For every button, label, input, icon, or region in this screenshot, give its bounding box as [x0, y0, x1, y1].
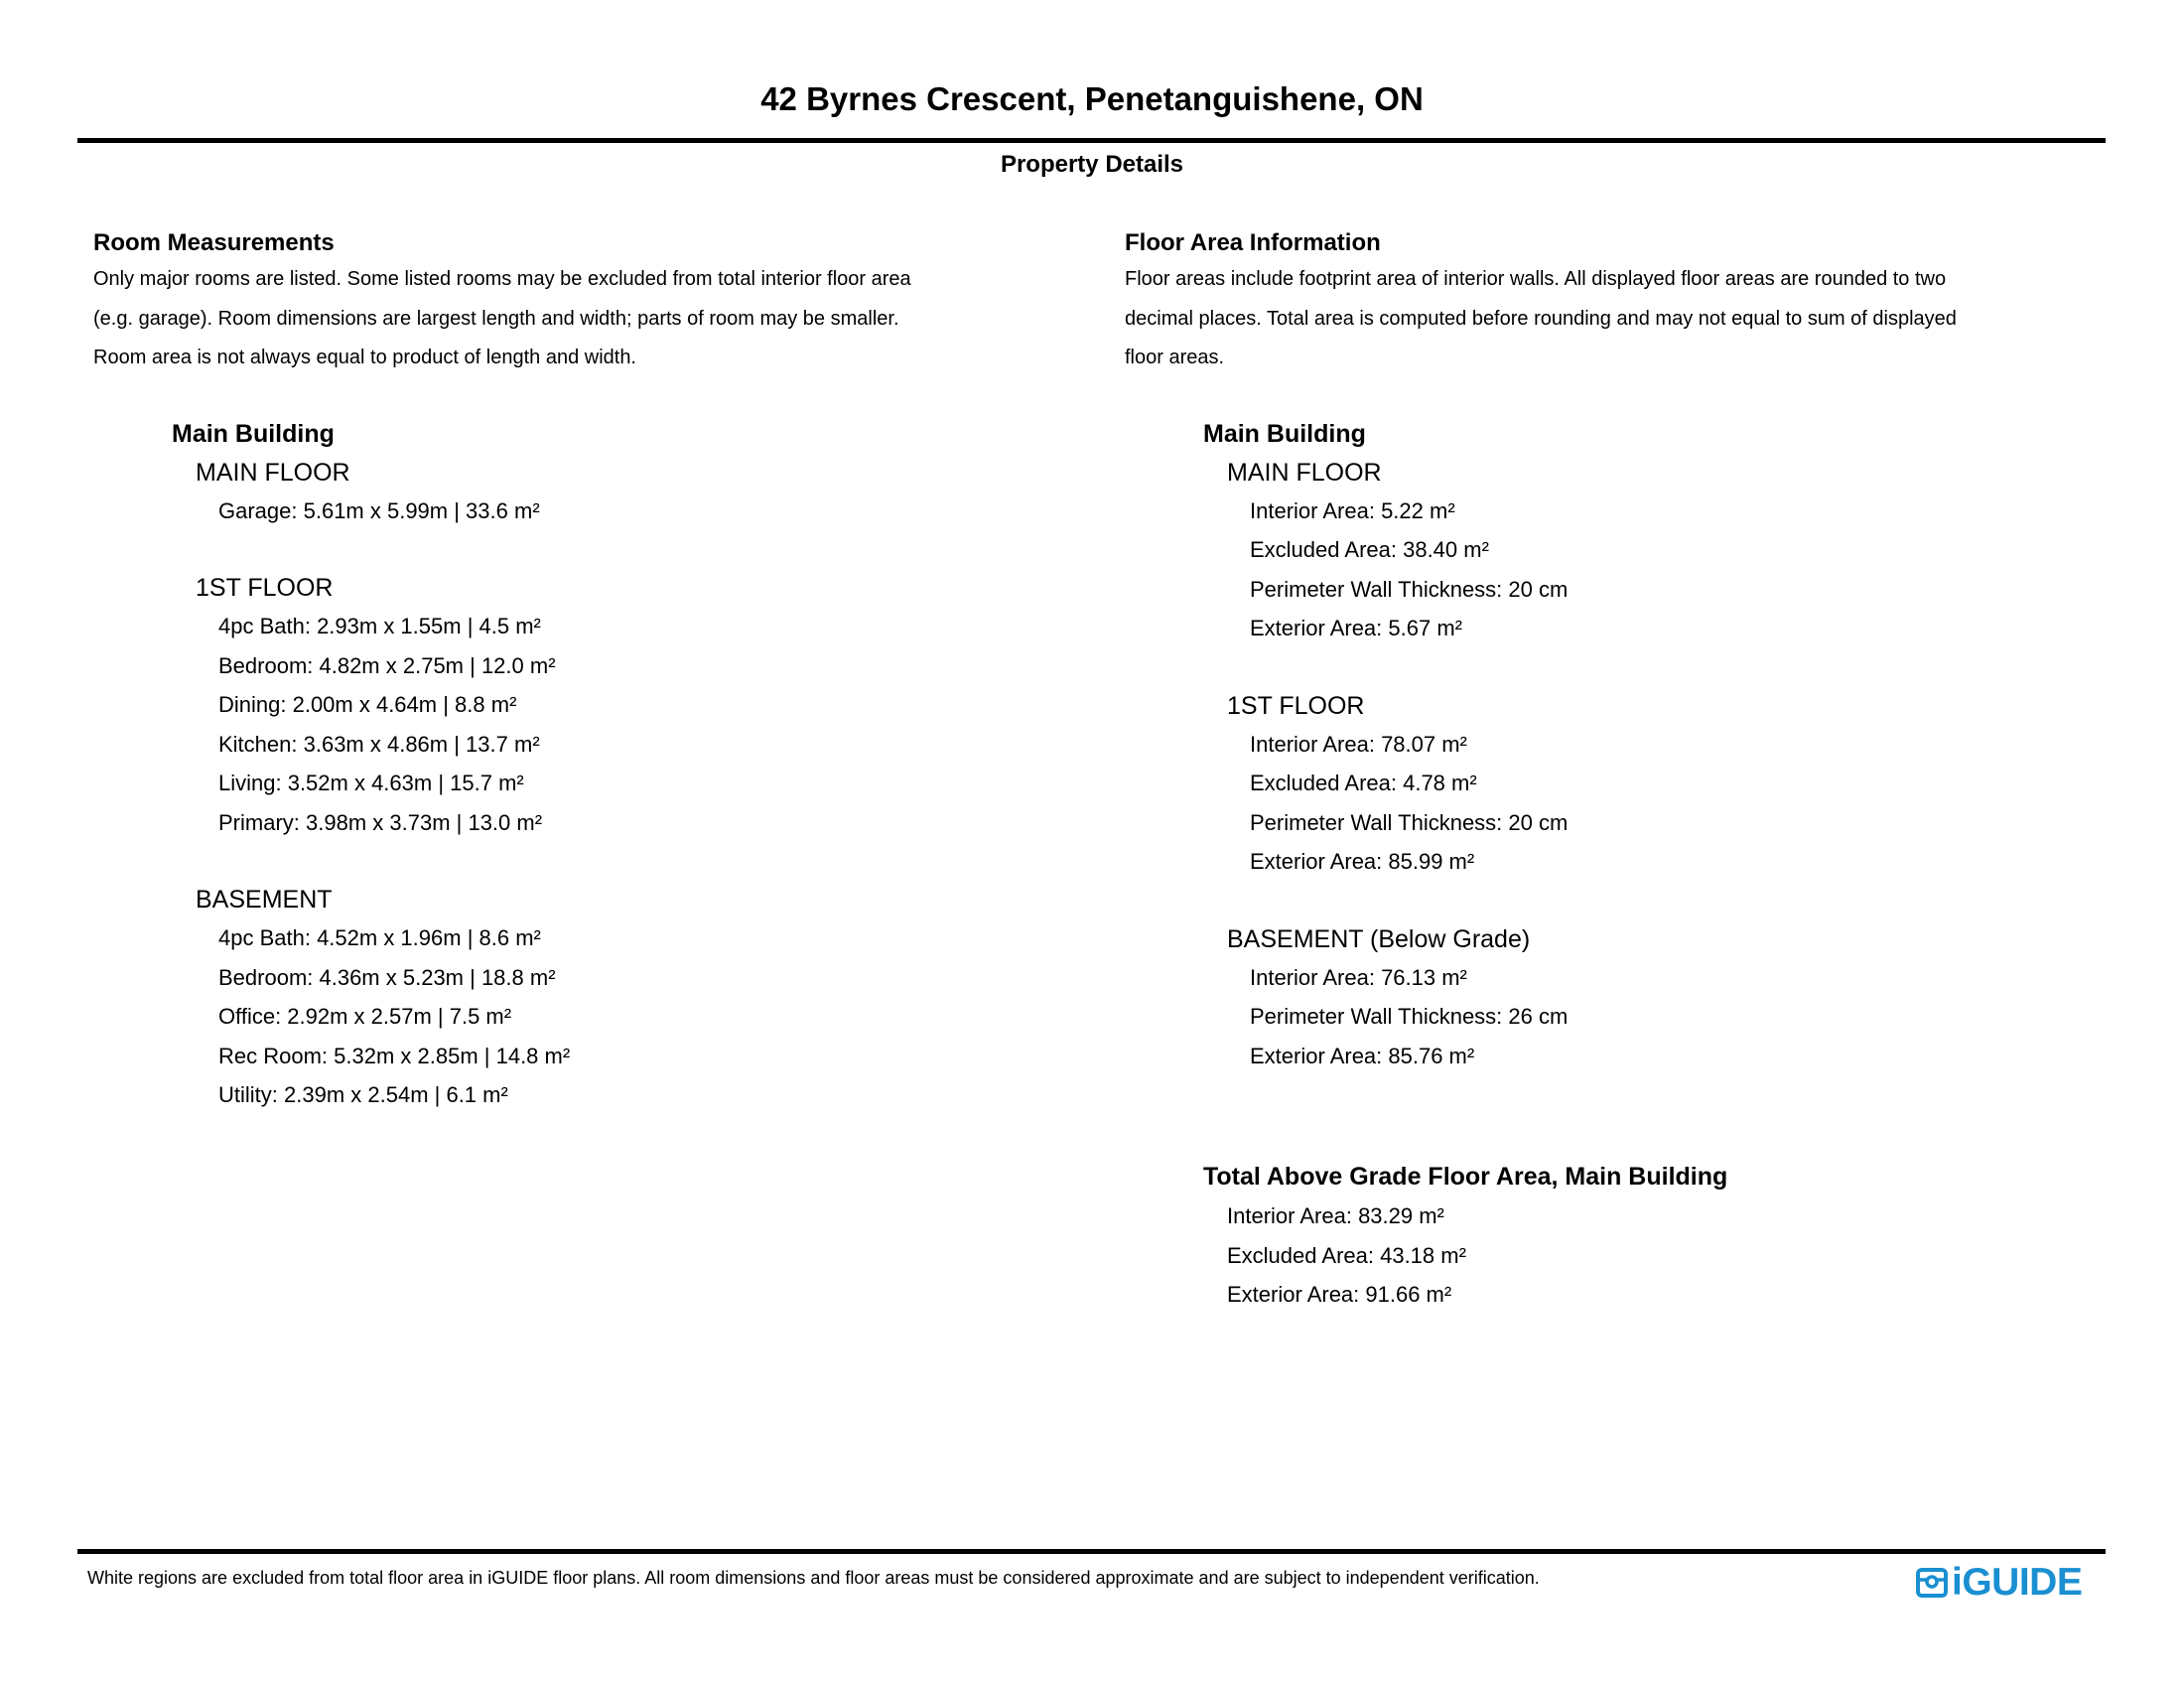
intro-line: Room area is not always equal to product of length and width.: [93, 347, 636, 368]
intro-line: Floor areas include footprint area of interior walls. All displayed floor areas are rounded to two: [1125, 268, 1947, 290]
intro-line: (e.g. garage). Room dimensions are largest length and width; parts of room may be smaller.: [93, 307, 899, 330]
intro-line: decimal places. Total area is computed before rounding and may not equal to sum of displayed: [1125, 307, 1957, 330]
logo-text: iGUIDE: [1952, 1561, 2083, 1604]
floor-area-intro: [1125, 260, 2127, 378]
floor-basement: [1227, 920, 2127, 1076]
room-item: Garage: 5.61m x 5.99m | 33.6 m²: [218, 497, 540, 523]
floor-area-heading: Floor Area Information: [1125, 229, 1381, 256]
total-item: Excluded Area: 43.18 m²: [1227, 1242, 1466, 1268]
floor-title: MAIN FLOOR: [1227, 458, 1382, 487]
intro-line: floor areas.: [1125, 347, 1225, 368]
building-title: Main Building: [1203, 419, 1366, 448]
area-item: Exterior Area: 85.76 m²: [1250, 1043, 1475, 1068]
total-above-grade: [1203, 1157, 2127, 1315]
area-item: Excluded Area: 38.40 m²: [1250, 537, 1489, 562]
area-item: Exterior Area: 85.99 m²: [1250, 849, 1475, 874]
total-item: Interior Area: 83.29 m²: [1227, 1203, 1444, 1228]
room-item: Rec Room: 5.32m x 2.85m | 14.8 m²: [218, 1043, 571, 1068]
area-item: Exterior Area: 5.67 m²: [1250, 616, 1462, 640]
area-item: Interior Area: 78.07 m²: [1250, 731, 1467, 757]
page-subtitle: Property Details: [1000, 151, 1184, 178]
intro-line: Only major rooms are listed. Some listed rooms may be excluded from total interior floor area: [93, 268, 911, 290]
floor-main: [196, 454, 1076, 531]
room-item: 4pc Bath: 4.52m x 1.96m | 8.6 m²: [218, 925, 541, 950]
floor-title: 1ST FLOOR: [196, 574, 334, 602]
room-measurements-section: [93, 226, 1076, 1115]
room-measurements-intro: [93, 260, 1076, 378]
floor-basement: [196, 881, 1076, 1115]
iguide-logo: [1916, 1561, 2083, 1604]
area-item: Perimeter Wall Thickness: 20 cm: [1250, 576, 1569, 602]
floor-main: [1227, 454, 2127, 648]
floor-1st: [1227, 687, 2127, 882]
building-title: Main Building: [172, 419, 335, 448]
area-item: Perimeter Wall Thickness: 26 cm: [1250, 1004, 1569, 1029]
totals-heading: Total Above Grade Floor Area, Main Building: [1203, 1163, 1728, 1191]
room-item: 4pc Bath: 2.93m x 1.55m | 4.5 m²: [218, 614, 541, 638]
room-item: Office: 2.92m x 2.57m | 7.5 m²: [218, 1004, 512, 1029]
room-measurements-building: [172, 414, 1076, 1115]
floor-title: 1ST FLOOR: [1227, 691, 1365, 720]
floor-title: BASEMENT: [196, 886, 333, 914]
total-item: Exterior Area: 91.66 m²: [1227, 1282, 1452, 1307]
room-item: Kitchen: 3.63m x 4.86m | 13.7 m²: [218, 731, 540, 757]
floor-area-section: [1125, 226, 2127, 1315]
room-measurements-heading: Room Measurements: [93, 229, 335, 256]
room-item: Bedroom: 4.82m x 2.75m | 12.0 m²: [218, 652, 556, 678]
area-item: Excluded Area: 4.78 m²: [1250, 771, 1477, 795]
iguide-logo-icon: [1916, 1567, 1948, 1599]
room-item: Utility: 2.39m x 2.54m | 6.1 m²: [218, 1082, 508, 1107]
room-item: Dining: 2.00m x 4.64m | 8.8 m²: [218, 692, 517, 717]
area-item: Perimeter Wall Thickness: 20 cm: [1250, 809, 1569, 835]
room-item: Bedroom: 4.36m x 5.23m | 18.8 m²: [218, 964, 556, 990]
room-item: Primary: 3.98m x 3.73m | 13.0 m²: [218, 809, 543, 835]
header-divider: [77, 138, 2106, 143]
floor-title: BASEMENT (Below Grade): [1227, 924, 1531, 953]
footer-divider: [77, 1549, 2106, 1554]
footer-disclaimer: White regions are excluded from total floor area in iGUIDE floor plans. All room dimensions and floor areas must be considered approximate and are subject to independent verification.: [87, 1568, 1540, 1588]
page-title: 42 Byrnes Crescent, Penetanguishene, ON: [760, 80, 1424, 117]
area-item: Interior Area: 76.13 m²: [1250, 964, 1467, 990]
room-item: Living: 3.52m x 4.63m | 15.7 m²: [218, 771, 524, 795]
area-item: Interior Area: 5.22 m²: [1250, 497, 1455, 523]
floor-1st: [196, 569, 1076, 842]
floor-area-building: [1203, 414, 2127, 1076]
floor-title: MAIN FLOOR: [196, 458, 350, 487]
